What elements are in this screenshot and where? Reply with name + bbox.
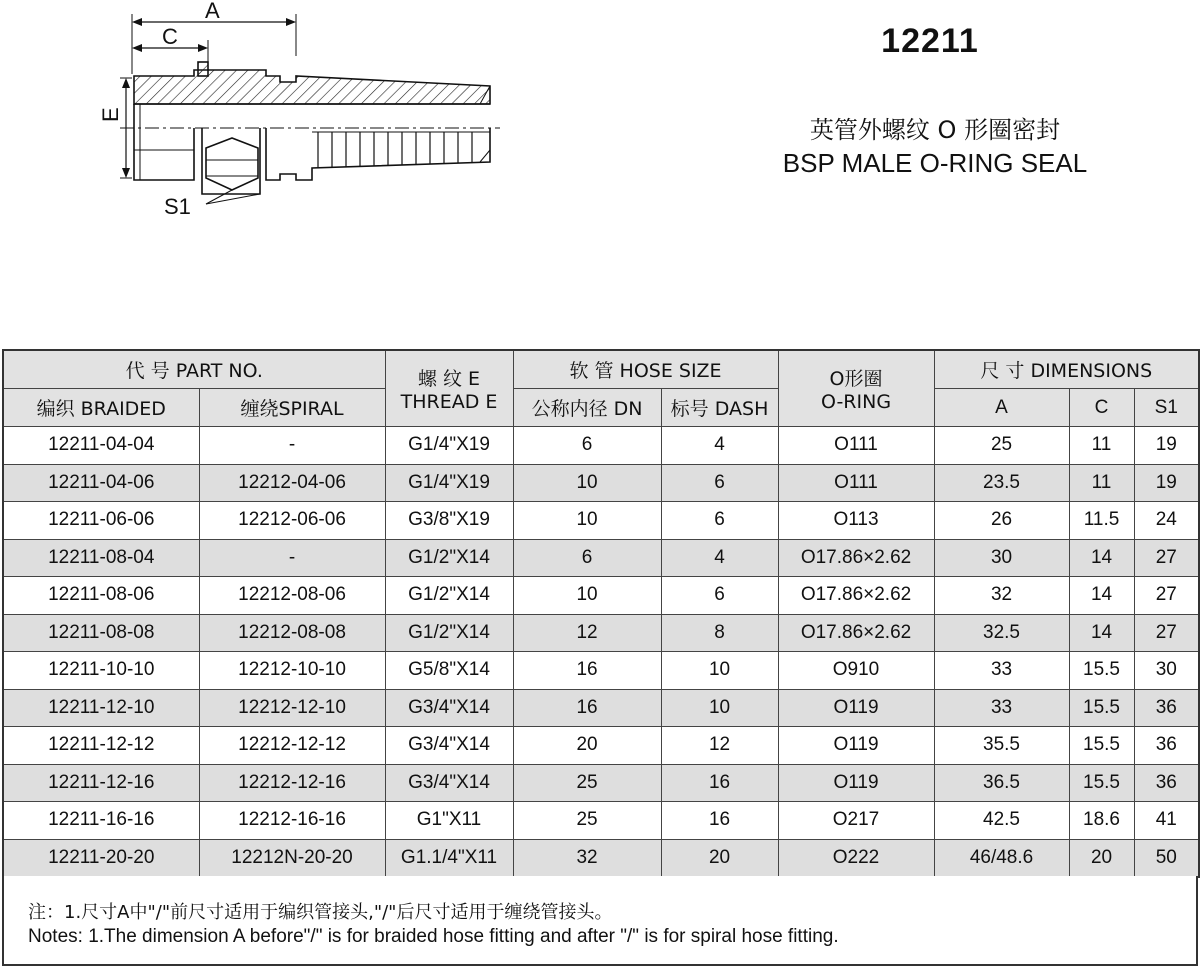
title-english: BSP MALE O-RING SEAL bbox=[782, 148, 1088, 178]
header-spiral: 缠绕SPIRAL bbox=[199, 389, 385, 427]
cell-oring: O222 bbox=[778, 839, 934, 877]
cell-s1: 19 bbox=[1134, 427, 1199, 465]
cell-oring: O111 bbox=[778, 427, 934, 465]
cell-braided: 12211-08-04 bbox=[3, 539, 199, 577]
cell-dash: 6 bbox=[661, 502, 778, 540]
cell-dn: 10 bbox=[513, 464, 661, 502]
cell-thread: G1/2"X14 bbox=[385, 614, 513, 652]
cell-dash: 6 bbox=[661, 464, 778, 502]
cell-c: 14 bbox=[1069, 577, 1134, 615]
header-hose-size: 软 管 HOSE SIZE bbox=[513, 350, 778, 389]
cell-s1: 50 bbox=[1134, 839, 1199, 877]
cell-spiral: 12212-10-10 bbox=[199, 652, 385, 690]
cell-dn: 6 bbox=[513, 427, 661, 465]
cell-a: 36.5 bbox=[934, 764, 1069, 802]
cell-spiral: 12212-12-10 bbox=[199, 689, 385, 727]
cell-thread: G1"X11 bbox=[385, 802, 513, 840]
cell-braided: 12211-20-20 bbox=[3, 839, 199, 877]
cell-spiral: 12212-12-12 bbox=[199, 727, 385, 765]
table-row bbox=[3, 839, 1199, 877]
cell-s1: 24 bbox=[1134, 502, 1199, 540]
note-english: Notes: 1.The dimension A before"/" is for braided hose fitting and after "/" is for spiral hose fitting. bbox=[28, 926, 839, 947]
cell-c: 14 bbox=[1069, 539, 1134, 577]
cell-braided: 12211-08-06 bbox=[3, 577, 199, 615]
cell-a: 32.5 bbox=[934, 614, 1069, 652]
header-thread bbox=[385, 350, 513, 427]
cell-oring: O17.86×2.62 bbox=[778, 614, 934, 652]
cell-spiral: 12212-08-06 bbox=[199, 577, 385, 615]
table-row bbox=[3, 427, 1199, 465]
cell-dash: 8 bbox=[661, 614, 778, 652]
cell-dn: 16 bbox=[513, 689, 661, 727]
cell-s1: 19 bbox=[1134, 464, 1199, 502]
cell-thread: G3/4"X14 bbox=[385, 689, 513, 727]
cell-thread: G1/4"X19 bbox=[385, 427, 513, 465]
cell-c: 14 bbox=[1069, 614, 1134, 652]
header-oring-en: O-RING bbox=[820, 391, 892, 413]
header-dim-c: C bbox=[1069, 389, 1134, 427]
cell-a: 33 bbox=[934, 652, 1069, 690]
cell-thread: G1.1/4"X11 bbox=[385, 839, 513, 877]
cell-braided: 12211-04-06 bbox=[3, 464, 199, 502]
table-row bbox=[3, 802, 1199, 840]
cell-thread: G3/8"X19 bbox=[385, 502, 513, 540]
cell-oring: O17.86×2.62 bbox=[778, 577, 934, 615]
cell-dash: 4 bbox=[661, 539, 778, 577]
cell-c: 15.5 bbox=[1069, 689, 1134, 727]
cell-dash: 20 bbox=[661, 839, 778, 877]
table-row bbox=[3, 614, 1199, 652]
cell-s1: 27 bbox=[1134, 539, 1199, 577]
cell-braided: 12211-06-06 bbox=[3, 502, 199, 540]
cell-thread: G1/2"X14 bbox=[385, 577, 513, 615]
cell-a: 35.5 bbox=[934, 727, 1069, 765]
table-body bbox=[3, 427, 1199, 878]
dim-c-label: C bbox=[162, 24, 178, 49]
cell-a: 33 bbox=[934, 689, 1069, 727]
cell-oring: O111 bbox=[778, 464, 934, 502]
cell-dn: 12 bbox=[513, 614, 661, 652]
header-oring-cn: O形圈 bbox=[829, 368, 883, 390]
header-dim-a: A bbox=[934, 389, 1069, 427]
table-row bbox=[3, 502, 1199, 540]
cell-c: 15.5 bbox=[1069, 652, 1134, 690]
cell-thread: G3/4"X14 bbox=[385, 727, 513, 765]
note-chinese: 注：1.尺寸A中"/"前尺寸适用于编织管接头,"/"后尺寸适用于缠绕管接头。 bbox=[28, 902, 613, 923]
cell-oring: O119 bbox=[778, 727, 934, 765]
cell-spiral: 12212-16-16 bbox=[199, 802, 385, 840]
cell-braided: 12211-12-10 bbox=[3, 689, 199, 727]
cell-dn: 16 bbox=[513, 652, 661, 690]
cell-thread: G1/2"X14 bbox=[385, 539, 513, 577]
cell-spiral: - bbox=[199, 539, 385, 577]
cell-a: 46/48.6 bbox=[934, 839, 1069, 877]
cell-c: 20 bbox=[1069, 839, 1134, 877]
cell-dn: 32 bbox=[513, 839, 661, 877]
cell-thread: G3/4"X14 bbox=[385, 764, 513, 802]
cell-a: 25 bbox=[934, 427, 1069, 465]
cell-oring: O113 bbox=[778, 502, 934, 540]
cell-dn: 25 bbox=[513, 802, 661, 840]
cell-a: 26 bbox=[934, 502, 1069, 540]
cell-spiral: 12212-12-16 bbox=[199, 764, 385, 802]
cell-braided: 12211-12-12 bbox=[3, 727, 199, 765]
cell-c: 15.5 bbox=[1069, 727, 1134, 765]
cell-oring: O17.86×2.62 bbox=[778, 539, 934, 577]
dim-e-label: E bbox=[98, 107, 123, 122]
cell-spiral: 12212N-20-20 bbox=[199, 839, 385, 877]
cell-dash: 16 bbox=[661, 764, 778, 802]
cell-a: 30 bbox=[934, 539, 1069, 577]
cell-c: 15.5 bbox=[1069, 764, 1134, 802]
cell-a: 42.5 bbox=[934, 802, 1069, 840]
header-thread-en: THREAD E bbox=[400, 391, 498, 413]
table-row bbox=[3, 652, 1199, 690]
cell-s1: 36 bbox=[1134, 727, 1199, 765]
cell-thread: G5/8"X14 bbox=[385, 652, 513, 690]
cell-oring: O119 bbox=[778, 689, 934, 727]
header-oring bbox=[778, 350, 934, 427]
table-row bbox=[3, 577, 1199, 615]
cell-spiral: 12212-06-06 bbox=[199, 502, 385, 540]
cell-a: 23.5 bbox=[934, 464, 1069, 502]
cell-spiral: - bbox=[199, 427, 385, 465]
cell-c: 11 bbox=[1069, 464, 1134, 502]
cell-dash: 6 bbox=[661, 577, 778, 615]
cell-dn: 10 bbox=[513, 502, 661, 540]
cell-s1: 41 bbox=[1134, 802, 1199, 840]
dim-a-label: A bbox=[205, 0, 220, 23]
cell-dash: 16 bbox=[661, 802, 778, 840]
cell-s1: 27 bbox=[1134, 614, 1199, 652]
cell-s1: 30 bbox=[1134, 652, 1199, 690]
cell-c: 11.5 bbox=[1069, 502, 1134, 540]
cell-c: 11 bbox=[1069, 427, 1134, 465]
cell-oring: O119 bbox=[778, 764, 934, 802]
cell-thread: G1/4"X19 bbox=[385, 464, 513, 502]
cell-spiral: 12212-08-08 bbox=[199, 614, 385, 652]
cell-dn: 6 bbox=[513, 539, 661, 577]
dim-s1-label: S1 bbox=[164, 194, 191, 219]
cell-dash: 10 bbox=[661, 689, 778, 727]
cell-braided: 12211-04-04 bbox=[3, 427, 199, 465]
header-braided: 编织 BRAIDED bbox=[3, 389, 199, 427]
table-row bbox=[3, 727, 1199, 765]
header-thread-cn: 螺 纹 E bbox=[417, 368, 481, 390]
cell-dn: 10 bbox=[513, 577, 661, 615]
notes-box bbox=[2, 876, 1198, 966]
cell-s1: 36 bbox=[1134, 689, 1199, 727]
cell-spiral: 12212-04-06 bbox=[199, 464, 385, 502]
cell-dn: 20 bbox=[513, 727, 661, 765]
header-dimensions: 尺 寸 DIMENSIONS bbox=[934, 350, 1199, 389]
cell-oring: O910 bbox=[778, 652, 934, 690]
cell-dn: 25 bbox=[513, 764, 661, 802]
table-row bbox=[3, 464, 1199, 502]
cell-dash: 10 bbox=[661, 652, 778, 690]
table-row bbox=[3, 539, 1199, 577]
cell-braided: 12211-08-08 bbox=[3, 614, 199, 652]
cell-braided: 12211-16-16 bbox=[3, 802, 199, 840]
cell-s1: 27 bbox=[1134, 577, 1199, 615]
table-row bbox=[3, 689, 1199, 727]
title-chinese: 英管外螺纹 O 形圈密封 bbox=[809, 116, 1061, 144]
header-dim-s1: S1 bbox=[1134, 389, 1199, 427]
fitting-drawing bbox=[80, 0, 520, 230]
cell-oring: O217 bbox=[778, 802, 934, 840]
cell-dash: 4 bbox=[661, 427, 778, 465]
cell-dash: 12 bbox=[661, 727, 778, 765]
header-part-no: 代 号 PART NO. bbox=[3, 350, 385, 389]
header-dn: 公称内径 DN bbox=[513, 389, 661, 427]
cell-braided: 12211-10-10 bbox=[3, 652, 199, 690]
spec-table bbox=[2, 349, 1200, 878]
table-row bbox=[3, 764, 1199, 802]
cell-a: 32 bbox=[934, 577, 1069, 615]
product-code: 12211 bbox=[881, 22, 979, 60]
cell-c: 18.6 bbox=[1069, 802, 1134, 840]
cell-braided: 12211-12-16 bbox=[3, 764, 199, 802]
header-dash: 标号 DASH bbox=[661, 389, 778, 427]
cell-s1: 36 bbox=[1134, 764, 1199, 802]
